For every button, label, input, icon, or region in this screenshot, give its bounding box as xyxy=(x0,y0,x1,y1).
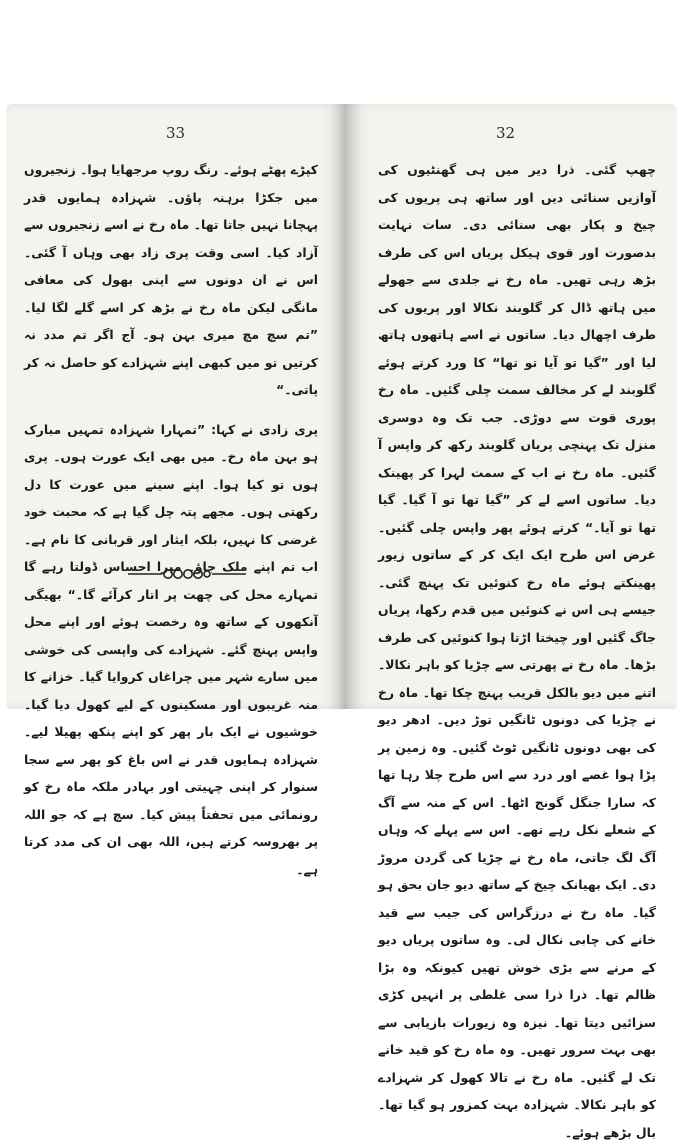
page-number-left: 33 xyxy=(166,124,186,142)
left-paragraph-2: پری زادی نے کہا: ”تمہارا شہزادہ تمہیں مبارک ہو بہن ماہ رخ۔ میں بھی ایک عورت ہوں۔ پری ہوں تو کیا ہوا۔ اپنے سینے میں عورت کا دل رکھتی ہوں۔ مجھے پتہ چل گیا ہے کہ محبت خود غرضی کا نہیں، بلکہ ایثار اور قربانی کا نام ہے۔ اب تم اپنے ملک جاؤ۔ میرا احساس ڈولتا رہے گا تمہارے محل کی چھت پر اتار کرآئے گا۔“ بھیگی آنکھوں کے ساتھ وہ رخصت ہوئے اور اپنے محل واپس پہنچ گئے۔ شہزادے کی واپسی کی خوشی میں سارے شہر میں چراغاں کروایا گیا۔ خزانے کا منہ غریبوں اور مسکینوں کے لیے کھول دیا گیا۔ خوشیوں نے ایک بار پھر کو اپنے پنکھ پھیلا لیے۔ شہزادہ ہمایوں قدر نے اس باغ کو پھر سے سجا سنوار کر اپنی چہیتی اور بہادر ملکہ ماہ رخ کو رونمائی میں تحفتاً پیش کیا۔ سچ ہے کہ جو اللہ پر بھروسہ کرتے ہیں، اللہ بھی ان کی مدد کرتا ہے۔ xyxy=(24,421,318,877)
right-page xyxy=(346,104,677,1140)
left-page xyxy=(6,104,346,877)
open-book xyxy=(0,104,683,1140)
right-paragraph-1: چھپ گئی۔ ذرا دیر میں ہی گھنٹیوں کی آوازیں سنائی دیں اور ساتھ ہی پریوں کی چیخ و پکار بھی سنائی دی۔ سات نہایت بدصورت اور قوی ہیکل پریاں اس کی طرف بڑھ رہی تھیں۔ ماہ رخ نے جلدی سے جھولے میں ہاتھ ڈال کر گلوبند نکالا اور پریوں کی طرف اچھال دیا۔ ساتوں نے اسے ہاتھوں ہاتھ لیا اور ”گیا تو آیا تو تھا“ کا ورد کرتے ہوئے گلوبند لے کر مخالف سمت چلی گئیں۔ ماہ رخ پوری قوت سے دوڑی۔ جب تک وہ دوسری منزل تک پہنچی پریاں گلوبند رکھ کر واپس آ گئیں۔ ماہ رخ نے اب کے سمت لہرا کر پھینک دیا۔ ساتوں اسے لے کر ”گیا تھا تو آ گیا۔ گیا تھا تو آیا۔“ کرتے ہوئے پھر واپس چلی گئیں۔ غرض اس طرح ایک ایک کر کے ساتوں زیور پھینکتے ہوئے ماہ رخ کنوئیں تک پہنچ گئی۔ جیسے ہی اس نے کنوئیں میں قدم رکھا، پریاں جاگ گئیں اور چیختا اڑتا ہوا کنوئیں کی طرف بڑھا۔ ماہ رخ نے پھرتی سے چڑیا کو باہر نکالا۔ اتنے میں دیو بالکل قریب پہنچ چکا تھا۔ ماہ رخ نے چڑیا کی دونوں ٹانگیں توڑ دیں۔ ادھر دیو کی بھی دونوں ٹانگیں ٹوٹ گئیں۔ وہ زمین پر پڑا ہوا غصے اور درد سے اس طرح چلا رہا تھا کہ سارا جنگل گونج اٹھا۔ اس کے منہ سے آگ کے شعلے نکل رہے تھے۔ اس سے پہلے کہ وہاں آگ لگ جاتی، ماہ رخ نے چڑیا کی گردن مروڑ دی۔ ایک بھیانک چیخ کے ساتھ دیو جان بحق ہو گیا۔ ماہ رخ نے درزگراس کی جیب سے قید خانے کی چابی نکال لی۔ وہ ساتوں پریاں دیو کے مرنے سے بڑی خوش تھیں کیونکہ وہ بڑا ظالم تھا۔ ذرا ذرا سی غلطی پر انہیں کڑی سزائیں دیتا تھا۔ نیزہ وہ زیورات بازیابی سے بھی بہت سرور تھیں۔ وہ ماہ رخ کو قید خانے تک لے گئیں۔ ماہ رخ نے تالا کھول کر شہزادے کو باہر نکالا۔ شہزادہ بہت کمزور ہو گیا تھا۔ بال بڑھے ہوئے۔ xyxy=(378,162,656,1140)
left-paragraph-1: کپڑے پھٹے ہوئے۔ رنگ روپ مرجھایا ہوا۔ زنجیروں میں جکڑا برہنہ پاؤں۔ شہزادہ ہمایوں قدر پہچانا نہیں جاتا تھا۔ ماہ رخ نے اسے زنجیروں سے آزاد کیا۔ اسی وقت پری زاد بھی وہاں آ گئی۔ اس نے ان دونوں سے اپنی بھول کی معافی مانگی لیکن ماہ رخ نے بڑھ کر اسے گلے لگا لیا۔ ”تم سچ مچ میری بہن ہو۔ آج اگر تم مدد نہ کرتیں تو میں کبھی اپنے شہزادے کو حاصل نہ کر پاتی۔“ xyxy=(24,162,318,397)
chapter-end-ornament xyxy=(128,566,246,582)
right-page-text xyxy=(378,156,656,1146)
page-number-right: 32 xyxy=(496,124,516,142)
left-page-text xyxy=(24,156,318,883)
